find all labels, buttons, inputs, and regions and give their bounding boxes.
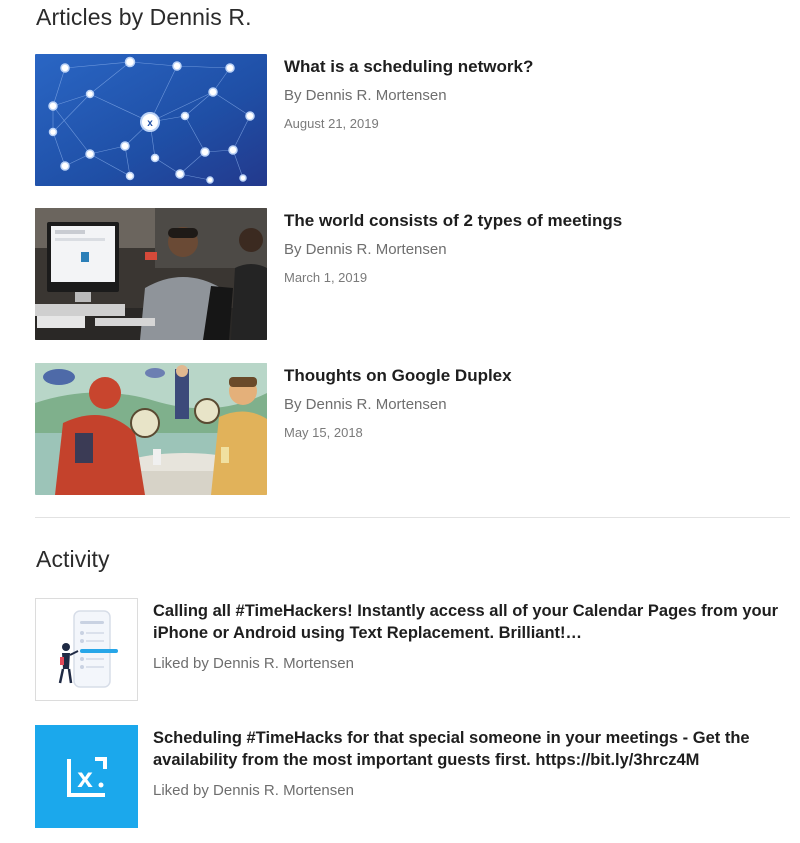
article-author: By Dennis R. Mortensen	[284, 396, 447, 413]
svg-text:x: x	[77, 762, 93, 793]
activity-item[interactable]	[35, 725, 790, 829]
article-title[interactable]: The world consists of 2 types of meetings	[284, 211, 623, 230]
retro-illustration-image	[35, 363, 267, 495]
article-title[interactable]: What is a scheduling network?	[284, 57, 534, 76]
activity-thumbnail-phone[interactable]	[35, 598, 138, 701]
article-title[interactable]: Thoughts on Google Duplex	[284, 366, 512, 385]
articles-section-title: Articles by Dennis R.	[36, 4, 252, 30]
activity-post-text[interactable]: Calling all #TimeHackers! Instantly access all of your Calendar Pages from your iPhone or Android using Text Replacement. Brilliant!…	[153, 602, 779, 642]
activity-item[interactable]	[35, 598, 790, 702]
phone-illustration-image	[36, 599, 138, 701]
article-author: By Dennis R. Mortensen	[284, 87, 447, 104]
article-item[interactable]	[35, 54, 775, 186]
article-date: May 15, 2018	[284, 425, 363, 440]
article-item[interactable]	[35, 208, 775, 340]
article-thumbnail-network[interactable]	[35, 54, 267, 186]
activity-liked-by: Liked by Dennis R. Mortensen	[153, 655, 354, 672]
article-thumbnail-retro[interactable]	[35, 363, 267, 495]
office-workers-image	[35, 208, 267, 340]
article-item[interactable]	[35, 363, 775, 495]
activity-post-text[interactable]: Scheduling #TimeHacks for that special someone in your meetings - Get the availability from the most important guests first. https://bit.ly/3hrcz4M	[153, 729, 750, 769]
article-thumbnail-office[interactable]	[35, 208, 267, 340]
activity-thumbnail-logo[interactable]	[35, 725, 138, 828]
article-date: March 1, 2019	[284, 270, 368, 285]
activity-section-title: Activity	[36, 546, 110, 572]
x-ai-logo-icon	[35, 725, 138, 828]
article-date: August 21, 2019	[284, 116, 379, 131]
section-divider	[35, 517, 790, 518]
svg-text:x: x	[147, 118, 153, 129]
article-author: By Dennis R. Mortensen	[284, 241, 447, 258]
network-graph-image	[35, 54, 267, 186]
activity-liked-by: Liked by Dennis R. Mortensen	[153, 782, 354, 799]
